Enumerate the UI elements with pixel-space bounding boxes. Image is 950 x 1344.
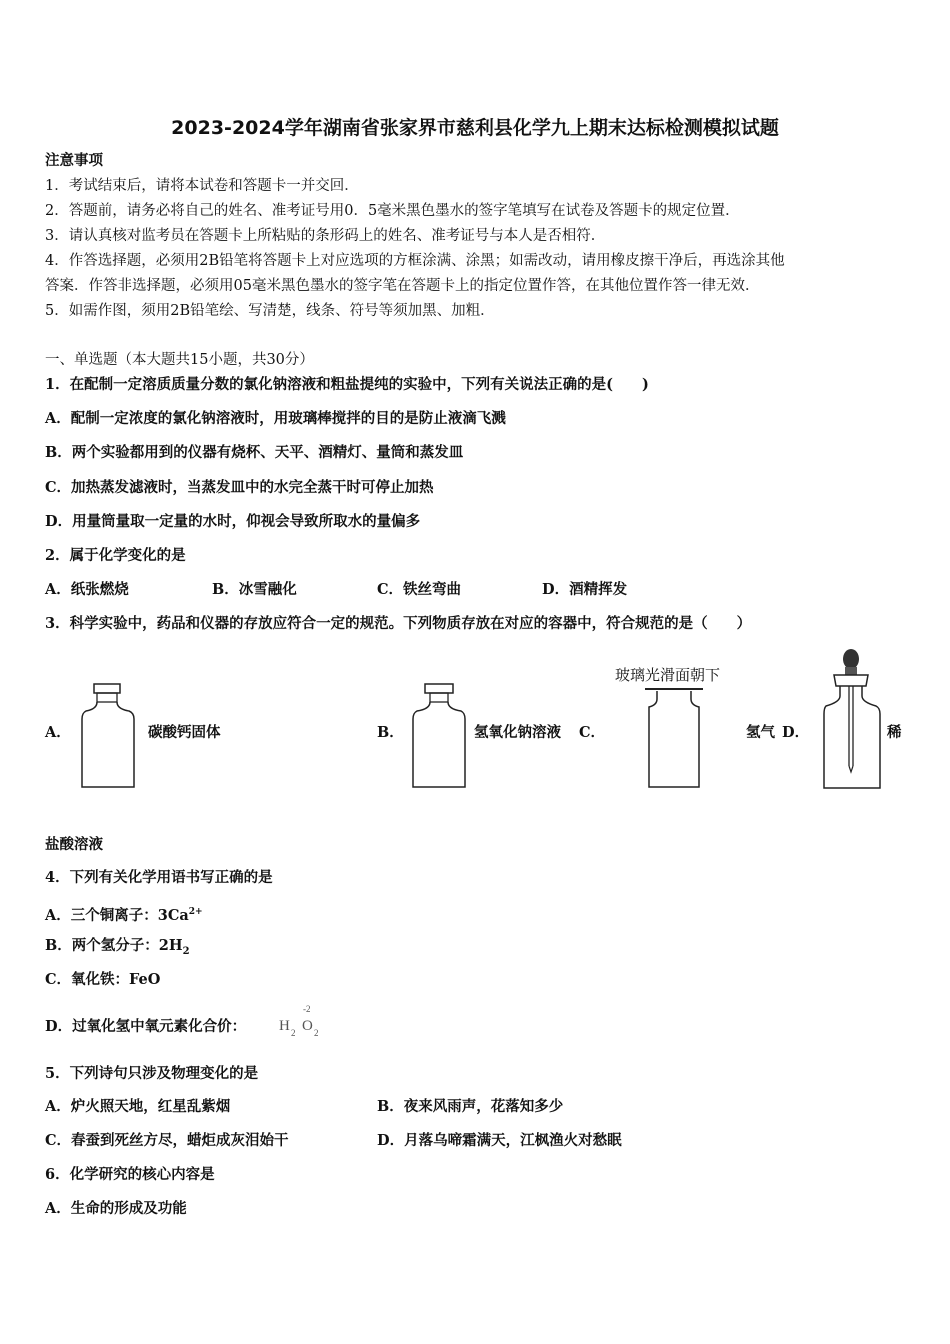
question-4-option-b <box>45 937 190 961</box>
gas-jar-icon <box>645 683 703 791</box>
question-1-option-c: C．加热蒸发滤液时，当蒸发皿中的水完全蒸干时可停止加热 <box>45 479 434 496</box>
question-3-option-d-text: 稀 <box>887 724 902 741</box>
notice-item: 3．请认真核对监考员在答题卡上所粘贴的条形码上的姓名、准考证号与本人是否相符． <box>45 228 606 244</box>
notice-item: 5．如需作图，须用2B铅笔绘、写清楚，线条、符号等须加黑、加粗． <box>45 303 495 319</box>
question-4-stem: 4．下列有关化学用语书写正确的是 <box>45 869 273 886</box>
question-5-option-c: C．春蚕到死丝方尽，蜡炬成灰泪始干 <box>45 1132 289 1149</box>
question-1-option-d: D．用量筒量取一定量的水时，仰视会导致所取水的量偏多 <box>45 513 421 530</box>
notice-heading: 注意事项 <box>45 152 103 169</box>
question-1-option-b: B．两个实验都用到的仪器有烧杯、天平、酒精灯、量筒和蒸发皿 <box>45 444 464 461</box>
notice-item: 1．考试结束后，请将本试卷和答题卡一并交回． <box>45 178 359 194</box>
formula-o: O <box>302 1018 313 1034</box>
question-3-option-c-note: 玻璃光滑面朝下 <box>615 666 721 684</box>
notice-item: 4．作答选择题，必须用2B铅笔将答题卡上对应选项的方框涂满、涂黑；如需改动，请用橡皮擦干净后，再选涂其他 <box>45 253 785 269</box>
question-3-option-d-label: D． <box>782 724 810 741</box>
peroxide-formula <box>277 1004 337 1038</box>
question-3-option-b-text: 氢氧化钠溶液 <box>474 724 561 741</box>
question-3-option-d-text-cont: 盐酸溶液 <box>45 836 103 853</box>
dropper-bottle-icon <box>820 648 884 792</box>
wide-mouth-bottle-icon <box>78 683 138 791</box>
question-2-option-b: B．冰雪融化 <box>212 581 297 598</box>
question-4-option-c: C．氧化铁：FeO <box>45 971 161 988</box>
question-3-option-a-label: A． <box>45 724 71 741</box>
question-4-option-a <box>45 903 203 925</box>
question-2-stem: 2．属于化学变化的是 <box>45 547 186 564</box>
option-b-subscript: 2 <box>182 945 190 957</box>
question-2-option-d: D．酒精挥发 <box>542 581 628 598</box>
question-5-option-b: B．夜来风雨声，花落知多少 <box>377 1098 564 1115</box>
question-1-stem: 1．在配制一定溶质质量分数的氯化钠溶液和粗盐提纯的实验中，下列有关说法正确的是( ) <box>45 376 649 393</box>
question-5-option-a: A．炉火照天地，红星乱紫烟 <box>45 1098 231 1115</box>
notice-item: 2．答题前，请务必将自己的姓名、准考证号用0．5毫米黑色墨水的签字笔填写在试卷及答题卡的规定位置． <box>45 203 740 219</box>
question-3-option-c-text: 氢气 <box>746 724 775 741</box>
question-4-option-d: D．过氧化氢中氧元素化合价： <box>45 1018 247 1035</box>
page-title: 2023-2024学年湖南省张家界市慈利县化学九上期末达标检测模拟试题 <box>171 117 779 139</box>
option-a-formula: 3Ca <box>157 906 189 924</box>
question-3-option-b-label: B． <box>377 724 404 741</box>
question-5-stem: 5．下列诗句只涉及物理变化的是 <box>45 1065 259 1082</box>
question-1-option-a: A．配制一定浓度的氯化钠溶液时，用玻璃棒搅拌的目的是防止液滴飞溅 <box>45 410 506 427</box>
question-2-option-a: A．纸张燃烧 <box>45 581 129 598</box>
question-2-option-c: C．铁丝弯曲 <box>377 581 462 598</box>
question-3-option-c-label: C． <box>579 724 606 741</box>
question-3-stem: 3．科学实验中，药品和仪器的存放应符合一定的规范。下列物质存放在对应的容器中，符合规范的是（ ） <box>45 615 752 632</box>
question-6-stem: 6．化学研究的核心内容是 <box>45 1166 215 1183</box>
question-5-option-d: D．月落乌啼霜满天，江枫渔火对愁眠 <box>377 1132 622 1149</box>
formula-o-sub: 2 <box>314 1028 319 1038</box>
notice-item: 答案．作答非选择题，必须用05毫米黑色墨水的签字笔在答题卡上的指定位置作答，在其他位置作答一律无效． <box>45 278 760 294</box>
option-b-prefix: B．两个氢分子： <box>45 937 159 954</box>
formula-h-sub: 2 <box>291 1028 296 1038</box>
formula-h: H <box>279 1018 290 1034</box>
option-b-formula: 2H <box>158 937 183 954</box>
section-heading: 一、单选题（本大题共15小题，共30分） <box>45 352 314 368</box>
formula-valence: -2 <box>303 1004 311 1014</box>
option-a-prefix: A．三个铜离子： <box>45 906 158 924</box>
option-a-charge: 2+ <box>188 907 203 917</box>
question-3-option-a-text: 碳酸钙固体 <box>148 724 221 741</box>
question-6-option-a: A．生命的形成及功能 <box>45 1200 187 1217</box>
narrow-mouth-bottle-icon <box>409 683 469 791</box>
